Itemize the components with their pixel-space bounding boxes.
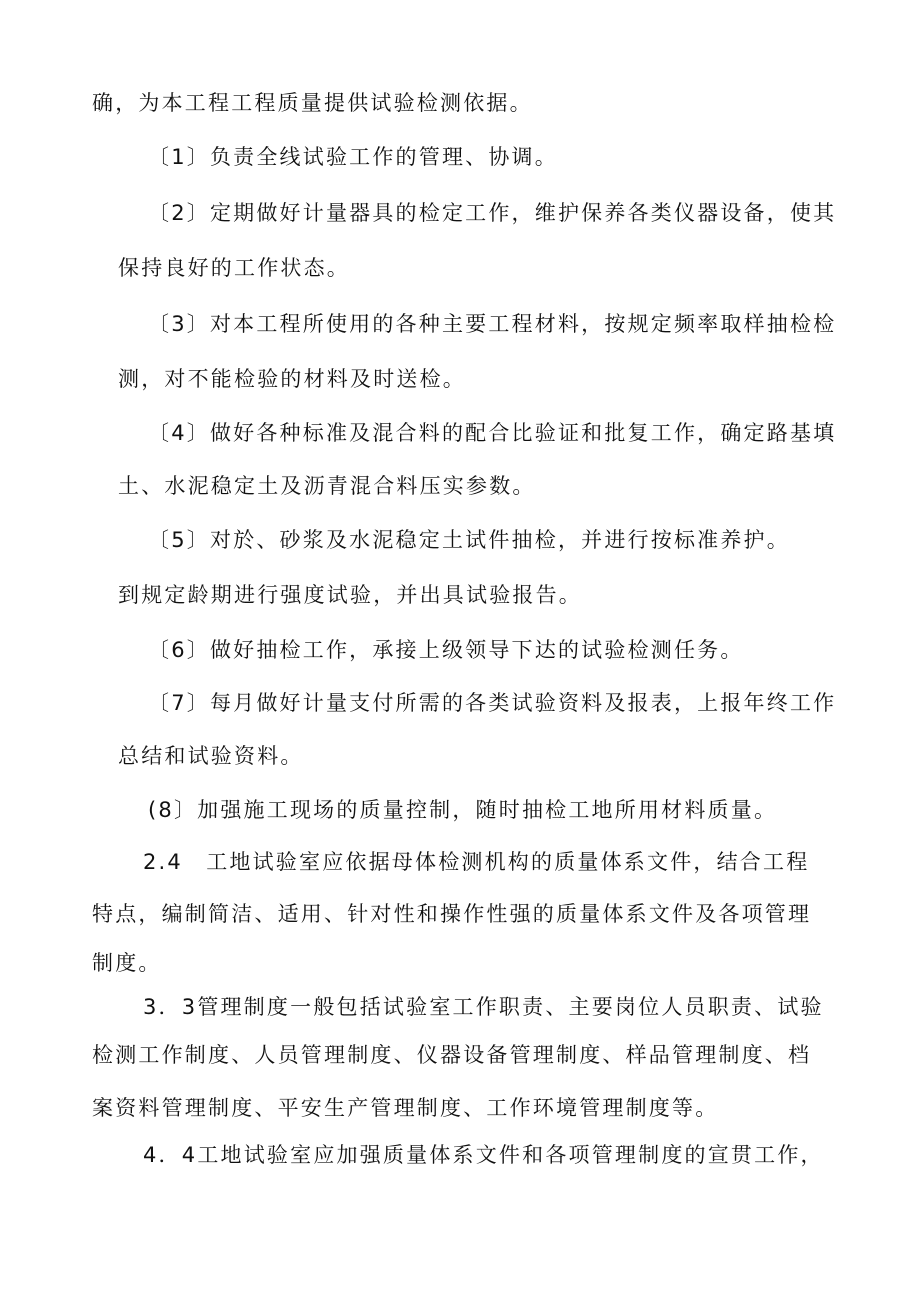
text-line-1: 确，为本工程工程质量提供试验检测依据。 [92, 91, 533, 115]
text-line-10: 到规定龄期进行强度试验，并出具试验报告。 [118, 583, 582, 607]
text-line-19: 检测工作制度、人员管理制度、仪器设备管理制度、样品管理制度、档 [92, 1043, 812, 1067]
text-line-5: 〔3〕对本工程所使用的各种主要工程材料，按规定频率取样抽检检 [148, 312, 837, 336]
text-line-12: 〔7〕每月做好计量支付所需的各类试验资料及报表，上报年终工作 [148, 691, 837, 715]
text-line-3: 〔2〕定期做好计量器具的检定工作，维护保养各类仪器设备，使其 [148, 201, 837, 225]
text-line-21: 4．4工地试验室应加强质量体系文件和各项管理制度的宣贯工作， [143, 1143, 824, 1167]
text-line-6: 测，对不能检验的材料及时送检。 [118, 367, 466, 391]
text-line-18: 3．3管理制度一般包括试验室工作职责、主要岗位人员职责、试验 [143, 995, 824, 1019]
text-line-20: 案资料管理制度、平安生产管理制度、工作环境管理制度等。 [92, 1096, 719, 1120]
text-line-9: 〔5〕对於、砂浆及水泥稳定土试件抽检，并进行按标准养护。 [148, 528, 790, 552]
text-line-2: 〔1〕负责全线试验工作的管理、协调。 [148, 145, 558, 169]
text-line-16: 特点，编制简洁、适用、针对性和操作性强的质量体系文件及各项管理 [92, 902, 812, 926]
text-line-8: 土、水泥稳定土及沥青混合料压实参数。 [118, 474, 536, 498]
text-line-7: 〔4〕做好各种标准及混合料的配合比验证和批复工作，确定路基填 [148, 421, 837, 445]
text-line-13: 总结和试验资料。 [118, 744, 304, 768]
text-line-15: 2.4 工地试验室应依据母体检测机构的质量体系文件，结合工程 [143, 850, 810, 874]
text-line-4: 保持良好的工作状态。 [118, 256, 350, 280]
text-line-17: 制度。 [92, 951, 162, 975]
text-line-14: (8〕加强施工现场的质量控制，随时抽检工地所用材料质量。 [148, 798, 778, 822]
text-line-11: 〔6〕做好抽检工作，承接上级领导下达的试验检测任务。 [148, 638, 744, 662]
